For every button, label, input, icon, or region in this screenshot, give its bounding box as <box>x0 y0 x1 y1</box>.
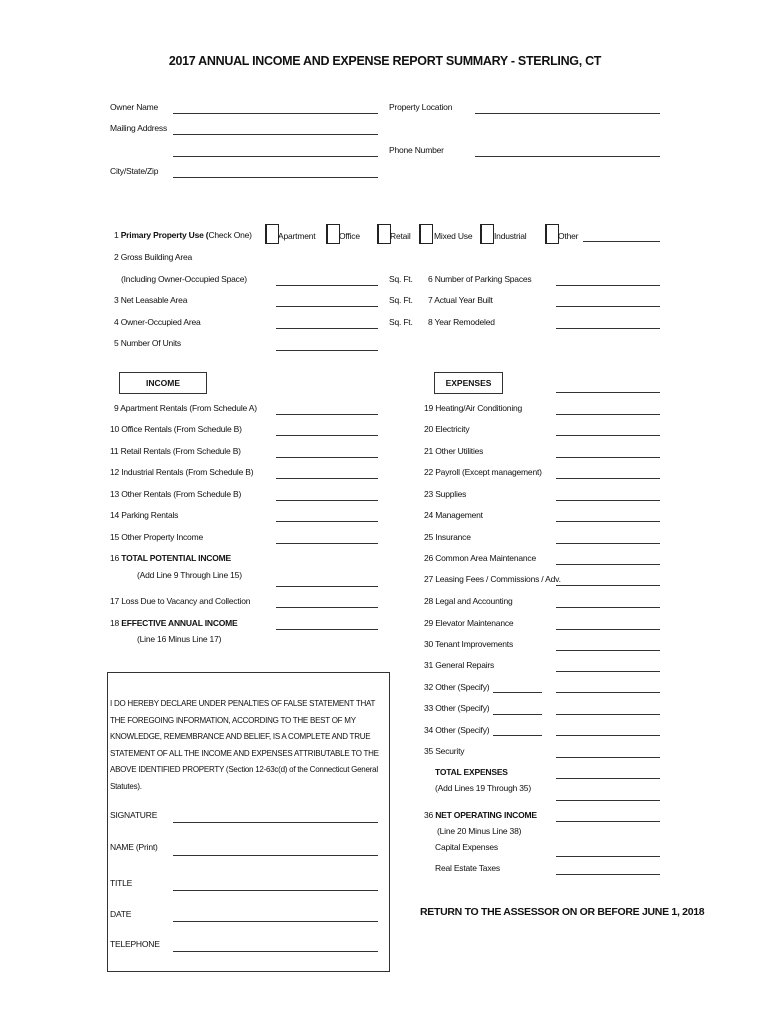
property-location-field[interactable] <box>475 113 660 114</box>
income-line-12-label: 12 Industrial Rentals (From Schedule B) <box>110 467 254 477</box>
expense-line-20-field[interactable] <box>556 435 660 436</box>
income-line-14-label: 14 Parking Rentals <box>110 510 179 520</box>
income-line-15-field[interactable] <box>276 543 378 544</box>
mixed-use-checkbox[interactable] <box>419 224 433 244</box>
year-built-field[interactable] <box>556 306 660 307</box>
phone-number-label: Phone Number <box>389 145 444 155</box>
expense-line-35-field[interactable] <box>556 757 660 758</box>
return-deadline-note: RETURN TO THE ASSESSOR ON OR BEFORE JUNE 1, 2018 <box>420 906 705 918</box>
year-remodeled-field[interactable] <box>556 328 660 329</box>
income-line-11-field[interactable] <box>276 457 378 458</box>
office-option-label: Office <box>339 231 360 241</box>
signature-field[interactable] <box>173 822 378 823</box>
expense-line-32-field[interactable] <box>556 692 660 693</box>
telephone-label: TELEPHONE <box>110 939 160 949</box>
income-header: INCOME <box>119 372 207 394</box>
net-leasable-area-label: 3 Net Leasable Area <box>114 295 188 305</box>
income-line-16-field[interactable] <box>276 586 378 587</box>
expense-line-30-label: 30 Tenant Improvements <box>424 639 513 649</box>
income-line-17-field[interactable] <box>276 607 378 608</box>
income-line-10-field[interactable] <box>276 435 378 436</box>
capital-expenses-label: Capital Expenses <box>435 842 498 852</box>
apartment-option-label: Apartment <box>278 231 316 241</box>
date-field[interactable] <box>173 921 378 922</box>
gross-building-area-sublabel: (Including Owner-Occupied Space) <box>121 274 247 284</box>
expense-line-34-label: 34 Other (Specify) <box>424 725 490 735</box>
other-option-label: Other <box>558 231 579 241</box>
income-line-13-field[interactable] <box>276 500 378 501</box>
declaration-text: I DO HEREBY DECLARE UNDER PENALTIES OF FALSE STATEMENT THAT THE FOREGOING INFORMATION, ACCORDING TO THE BEST OF MY KNOWLEDGE, REMEMBRANCE AND BELIEF, IS A COMPLETE AND TRUE STATEMENT OF ALL THE INCOME AND EXPENSES ATTRIBUTABLE TO THE ABOVE IDENTIFIED PROPERTY (Section 12-63c(d) of the Connecticut General Statutes). <box>110 699 379 791</box>
office-checkbox[interactable] <box>326 224 340 244</box>
expense-line-21-field[interactable] <box>556 457 660 458</box>
expense-line-33-specify-field[interactable] <box>493 714 542 715</box>
apartment-checkbox[interactable] <box>265 224 279 244</box>
expense-line-34-field[interactable] <box>556 735 660 736</box>
industrial-checkbox[interactable] <box>480 224 494 244</box>
real-estate-taxes-field[interactable] <box>556 874 660 875</box>
parking-spaces-field[interactable] <box>556 285 660 286</box>
income-line-12-field[interactable] <box>276 478 378 479</box>
name-print-label: NAME (Print) <box>110 842 158 852</box>
owner-name-field[interactable] <box>173 113 378 114</box>
year-built-label: 7 Actual Year Built <box>428 295 493 305</box>
mailing-address-field-2[interactable] <box>173 156 378 157</box>
property-location-label: Property Location <box>389 102 453 112</box>
expense-line-26-label: 26 Common Area Maintenance <box>424 553 536 563</box>
real-estate-taxes-label: Real Estate Taxes <box>435 863 500 873</box>
number-of-units-label: 5 Number Of Units <box>114 338 181 348</box>
expense-line-34-specify-field[interactable] <box>493 735 542 736</box>
other-use-field[interactable] <box>583 241 660 242</box>
expense-line-24-label: 24 Management <box>424 510 483 520</box>
sqft-unit: Sq. Ft. <box>389 274 413 284</box>
sqft-unit: Sq. Ft. <box>389 317 413 327</box>
expense-line-31-label: 31 General Repairs <box>424 660 495 670</box>
expense-line-25-field[interactable] <box>556 543 660 544</box>
expense-line-19-field[interactable] <box>556 414 660 415</box>
expense-line-33-label: 33 Other (Specify) <box>424 703 490 713</box>
total-expenses-sublabel: (Add Lines 19 Through 35) <box>435 783 531 793</box>
gross-building-area-label: 2 Gross Building Area <box>114 252 193 262</box>
mailing-address-field[interactable] <box>173 134 378 135</box>
gross-building-area-field[interactable] <box>276 285 378 286</box>
expense-line-23-field[interactable] <box>556 500 660 501</box>
income-line-15-label: 15 Other Property Income <box>110 532 203 542</box>
number-of-units-field[interactable] <box>276 350 378 351</box>
expense-line-29-field[interactable] <box>556 629 660 630</box>
income-line-18-label: 18 EFFECTIVE ANNUAL INCOME <box>110 618 238 628</box>
owner-occupied-area-field[interactable] <box>276 328 378 329</box>
expense-line-27-label: 27 Leasing Fees / Commissions / Adv. <box>424 574 561 584</box>
total-expenses-label: TOTAL EXPENSES <box>435 767 508 777</box>
expense-line-26-field[interactable] <box>556 564 660 565</box>
year-remodeled-label: 8 Year Remodeled <box>428 317 495 327</box>
expenses-header: EXPENSES <box>434 372 503 394</box>
net-operating-income-sublabel: (Line 20 Minus Line 38) <box>437 826 522 836</box>
retail-option-label: Retail <box>390 231 411 241</box>
income-line-9-label: 9 Apartment Rentals (From Schedule A) <box>114 403 257 413</box>
expense-line-22-label: 22 Payroll (Except management) <box>424 467 542 477</box>
expense-line-28-field[interactable] <box>556 607 660 608</box>
expense-line-27-field[interactable] <box>556 585 660 586</box>
title-field[interactable] <box>173 890 378 891</box>
income-line-10-label: 10 Office Rentals (From Schedule B) <box>110 424 242 434</box>
income-line-9-field[interactable] <box>276 414 378 415</box>
income-line-18-sublabel: (Line 16 Minus Line 17) <box>137 634 222 644</box>
phone-number-field[interactable] <box>475 156 660 157</box>
income-line-13-label: 13 Other Rentals (From Schedule B) <box>110 489 242 499</box>
net-leasable-area-field[interactable] <box>276 306 378 307</box>
city-state-zip-field[interactable] <box>173 177 378 178</box>
expense-line-31-field[interactable] <box>556 671 660 672</box>
expense-line-25-label: 25 Insurance <box>424 532 471 542</box>
sqft-unit: Sq. Ft. <box>389 295 413 305</box>
expense-line-23-label: 23 Supplies <box>424 489 467 499</box>
expense-line-32-specify-field[interactable] <box>493 692 542 693</box>
name-print-field[interactable] <box>173 855 378 856</box>
expense-line-24-field[interactable] <box>556 521 660 522</box>
expenses-header-field <box>556 392 660 393</box>
parking-spaces-label: 6 Number of Parking Spaces <box>428 274 532 284</box>
income-line-17-label: 17 Loss Due to Vacancy and Collection <box>110 596 251 606</box>
title-label: TITLE <box>110 878 133 888</box>
income-line-14-field[interactable] <box>276 521 378 522</box>
expense-line-19-label: 19 Heating/Air Conditioning <box>424 403 523 413</box>
retail-checkbox[interactable] <box>377 224 391 244</box>
income-line-11-label: 11 Retail Rentals (From Schedule B) <box>110 446 241 456</box>
expense-line-20-label: 20 Electricity <box>424 424 470 434</box>
other-checkbox[interactable] <box>545 224 559 244</box>
page-title: 2017 ANNUAL INCOME AND EXPENSE REPORT SUMMARY - STERLING, CT <box>168 54 602 68</box>
city-state-zip-label: City/State/Zip <box>110 166 159 176</box>
mixed-use-option-label: Mixed Use <box>434 231 473 241</box>
expense-line-35-label: 35 Security <box>424 746 465 756</box>
signature-label: SIGNATURE <box>110 810 158 820</box>
expense-line-30-field[interactable] <box>556 650 660 651</box>
income-line-16-label: 16 TOTAL POTENTIAL INCOME <box>110 553 231 563</box>
income-line-16-sublabel: (Add Line 9 Through Line 15) <box>137 570 242 580</box>
net-operating-income-label: 36 NET OPERATING INCOME <box>424 810 537 820</box>
expense-line-33-field[interactable] <box>556 714 660 715</box>
industrial-option-label: Industrial <box>494 231 527 241</box>
total-expenses-field-2[interactable] <box>556 800 660 801</box>
owner-name-label: Owner Name <box>110 102 159 112</box>
date-label: DATE <box>110 909 132 919</box>
mailing-address-label: Mailing Address <box>110 123 168 133</box>
expense-line-29-label: 29 Elevator Maintenance <box>424 618 514 628</box>
total-expenses-field[interactable] <box>556 778 660 779</box>
net-operating-income-field[interactable] <box>556 821 660 822</box>
telephone-field[interactable] <box>173 951 378 952</box>
primary-use-label: 1 Primary Property Use (Check One) <box>114 230 252 240</box>
expense-line-32-label: 32 Other (Specify) <box>424 682 490 692</box>
expense-line-21-label: 21 Other Utilities <box>424 446 484 456</box>
capital-expenses-field[interactable] <box>556 856 660 857</box>
expense-line-22-field[interactable] <box>556 478 660 479</box>
expense-line-28-label: 28 Legal and Accounting <box>424 596 513 606</box>
income-line-18-field[interactable] <box>276 629 378 630</box>
owner-occupied-area-label: 4 Owner-Occupied Area <box>114 317 201 327</box>
